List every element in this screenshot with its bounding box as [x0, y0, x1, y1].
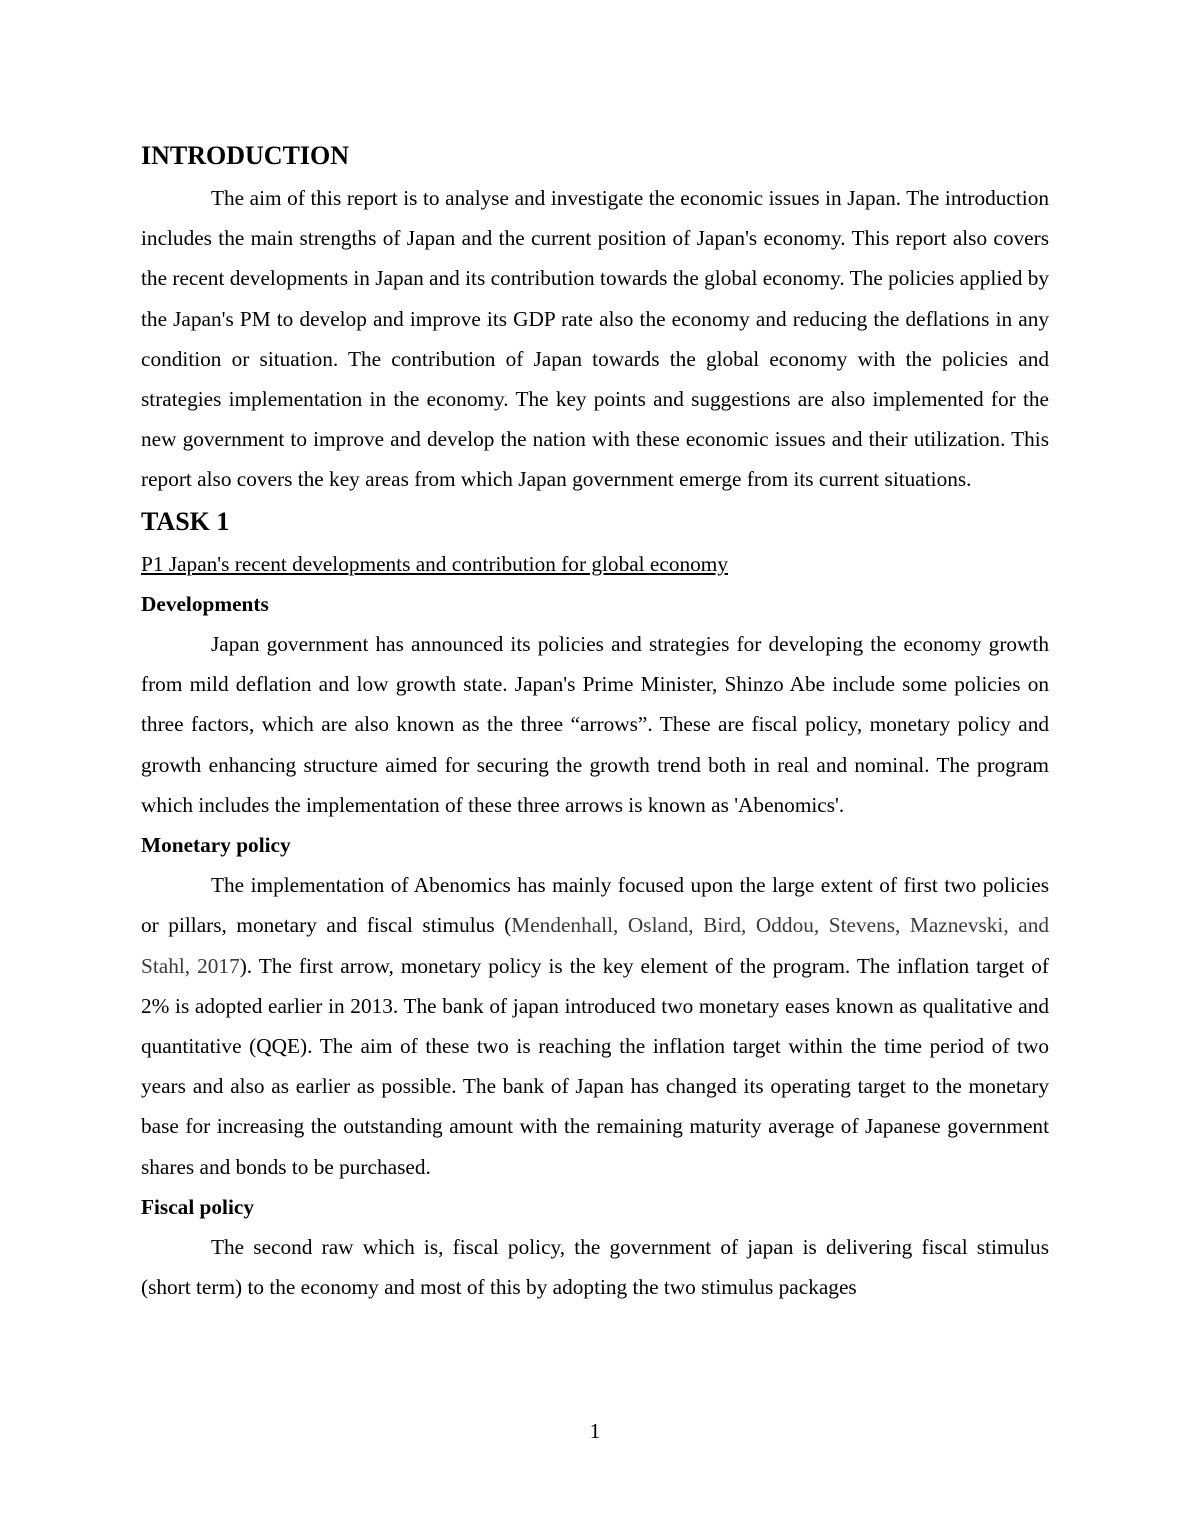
citation: Mendenhall, Osland, Bird, Oddou, Stevens, Maznevski, and Stahl, 2017	[141, 913, 1049, 978]
developments-paragraph: Japan government has announced its policies and strategies for developing the economy growth from mild deflation and low growth state. Japan's Prime Minister, Shinzo Abe include some policies on three factors, which are also known as the three “arrows”. These are fiscal policy, monetary policy and growth enhancing structure aimed for securing the growth trend both in real and nominal. The program which includes the implementation of these three arrows is known as 'Abenomics'.	[141, 632, 1049, 817]
task1-heading: TASK 1	[141, 506, 230, 536]
monetary-policy-heading: Monetary policy	[141, 833, 291, 858]
monetary-text-before-citation: The implementation of Abenomics has mainly focused upon the large extent of first two policies or pillars, monetary and fiscal stimulus (	[141, 873, 1049, 938]
developments-heading: Developments	[141, 591, 269, 616]
task1-subheading: P1 Japan's recent developments and contribution for global economy	[141, 551, 728, 576]
document-page	[141, 138, 1049, 1307]
monetary-policy-paragraph	[141, 865, 1049, 1187]
fiscal-policy-paragraph: The second raw which is, fiscal policy, the government of japan is delivering fiscal stimulus (short term) to the economy and most of this by adopting the two stimulus packages	[141, 1235, 1049, 1300]
introduction-paragraph: The aim of this report is to analyse and investigate the economic issues in Japan. The introduction includes the main strengths of Japan and the current position of Japan's economy. This report also covers the recent developments in Japan and its contribution towards the global economy. The policies applied by the Japan's PM to develop and improve its GDP rate also the economy and reducing the deflations in any condition or situation. The contribution of Japan towards the global economy with the policies and strategies implementation in the economy. The key points and suggestions are also implemented for the new government to improve and develop the nation with these economic issues and their utilization. This report also covers the key areas from which Japan government emerge from its current situations.	[141, 186, 1049, 492]
introduction-heading: INTRODUCTION	[141, 141, 350, 170]
monetary-text-after-citation: ). The first arrow, monetary policy is the key element of the program. The inflation target of 2% is adopted earlier in 2013. The bank of japan introduced two monetary eases known as qualitative and quantitative (QQE). The aim of these two is reaching the inflation target within the time period of two years and also as earlier as possible. The bank of Japan has changed its operating target to the monetary base for increasing the outstanding amount with the remaining maturity average of Japanese government shares and bonds to be purchased.	[141, 953, 1049, 1179]
fiscal-policy-heading: Fiscal policy	[141, 1194, 254, 1219]
page-number: 1	[589, 1419, 601, 1443]
